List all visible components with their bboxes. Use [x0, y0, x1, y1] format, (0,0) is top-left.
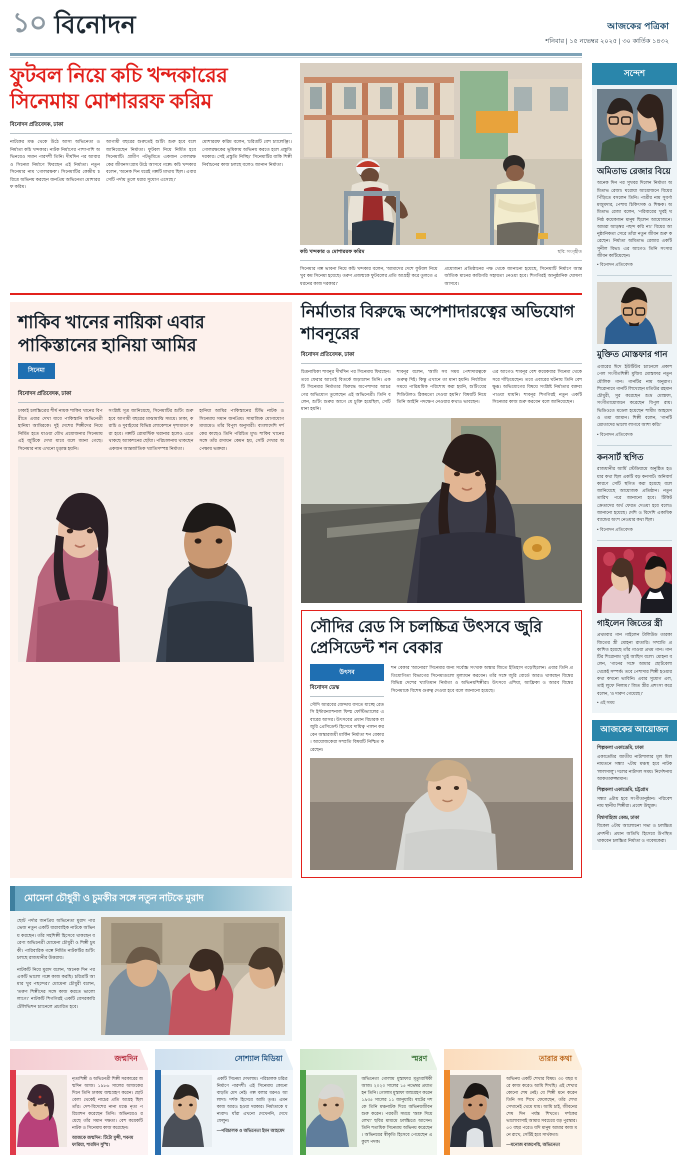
shabnur-byline: বিনোদন প্রতিবেদক, ঢাকা	[301, 352, 355, 359]
divider	[597, 275, 672, 276]
divider	[597, 445, 672, 446]
main-content	[10, 63, 582, 1155]
murad-photo	[101, 917, 285, 1035]
lead-under-columns	[300, 265, 582, 287]
story-column-b	[301, 302, 582, 878]
shakib-column-1: ঢাকাই চলচ্চিত্রের শীর্ষ নায়ক শাকিব খানের বিপরীতে এবার দেখা যাবে পাকিস্তানি অভিনেত্রী হানিয়া আমিরকে। দুই দেশের শিল্পীদের নিয়ে নির্মিত হতে যাওয়া যৌথ প্রযোজনার সিনেমায় এই জুটিকে দেখা যাবে বলে জানা গেছে। সিনেমার নাম এখনো চূড়ান্ত হয়নি।	[18, 408, 103, 451]
event-text-1: সন্ধ্যা ৬টায় হবে সংগীতানুষ্ঠান। পরিবেশনায় স্থানীয় শিল্পীরা। প্রবেশ উন্মুক্ত।	[597, 796, 672, 809]
rail-photo-0	[597, 89, 672, 161]
rail-text-3: প্রথমবার গান গাইলেন টালিউড তারকা জিতের স্ত্রী মোহনা রাতারি। সম্প্রতি প্রকাশিত হয়েছে তাঁর গাওয়া প্রথম গান। গানটির শিরোনাম 'তুই আছিস বলে'। মোহনা বলেন, 'গানের সঙ্গে আমার ছোটবেলা থেকেই সম্পর্ক। তবে পেশাদার শিল্পী হওয়ার কথা কখনো ভাবিনি। এবার সুযোগ এল, তাই লুফে নিলাম।' জিত স্ত্রীর প্রশংসা করে বলেন, 'ও দারুণ গেয়েছে।'	[597, 632, 672, 696]
rail-photo-3	[597, 547, 672, 613]
event-item-0	[597, 745, 672, 782]
paper-name: আজকের পত্রিকা	[607, 21, 669, 31]
lead-columns	[10, 138, 292, 190]
story-shabnur	[301, 302, 582, 603]
shakib-headline: শাকিব খানের নায়িকা এবার পাকিস্তানের হানিয়া আমির	[18, 312, 205, 356]
publication-date: শনিবার | ১৫ নভেম্বর ২০২৫ | ৩০ কার্তিক ১৪৩২	[545, 38, 669, 45]
rail-text-2: রাজধানীর আর্মি স্টেডিয়ামে অনুষ্ঠিত হওয়ার কথা ছিল একটি বড় কনসার্ট। অনিবার্য কারণে সেটি স্থগিত করা হয়েছে বলে জানিয়েছে আয়োজক প্রতিষ্ঠান। নতুন তারিখ পরে জানানো হবে। টিকিট ক্রেতাদের অর্থ ফেরত দেওয়া হবে বলেও জানানো হয়েছে। দেশি ও বিদেশি একাধিক ব্যান্ডের অংশ নেওয়ার কথা ছিল।	[597, 466, 672, 523]
bottom-body-2	[300, 1070, 438, 1155]
lead-byline: বিনোদন প্রতিবেদক, ঢাকা	[10, 122, 64, 129]
bottom-title-1: সোশ্যাল মিডিয়া	[155, 1049, 293, 1070]
lead-under-column-1: সিনেমার গল্প ভাবনা নিয়ে কচি খন্দকার বলেন, 'আমাদের দেশে ফুটবল নিয়ে খুব কম সিনেমা হয়েছে। তরুণ প্রজন্মকে ফুটবলের প্রতি আগ্রহী করে তুলতে এ ধরনের কাজ দরকার।'	[300, 266, 438, 286]
rail-item-3	[597, 547, 672, 707]
bottom-cards	[10, 1049, 582, 1155]
bottom-body-0	[10, 1070, 148, 1155]
event-title-0: শিল্পকলা একাডেমি, ঢাকা	[597, 746, 644, 752]
event-text-0: একাডেমির জাতীয় নাট্যশালার মূল মিলনায়তনে সন্ধ্যা ৭টায় মঞ্চস্থ হবে নাটক 'লালসালু'। দলের নাট্যদল সময়। নির্দেশনায় আকতারুজ্জামান।	[597, 754, 672, 781]
divider	[301, 363, 582, 364]
event-text-2: বিকেল ৫টায় আলোচনা সভা ও চলচ্চিত্র প্রদর্শনী। প্রধান অতিথি হিসেবে উপস্থিত থাকবেন চলচ্চিত্র নির্মাতা ও গবেষকেরা।	[597, 823, 672, 843]
lead-column-2: আগামী বছরের শুরুতেই শুটিং শুরু হবে বলে জানিয়েছেন নির্মাতা। ফুটবল নিয়ে নির্মিত হবে সিনেমাটি। গ্রামীণ পটভূমিতে একজন গোলরক্ষকের জীবনসংগ্রাম উঠে আসবে গল্পে। কচি খন্দকার বলেন, 'অনেক দিন ধরেই গল্পটি মাথায় ছিল। এবার সেটি পর্দায় তুলে ধরার সুযোগ এসেছে।'	[106, 139, 196, 182]
section-title: বিনোদন	[54, 11, 136, 39]
story-festival	[301, 610, 582, 878]
murad-column-2: নাটকটি নিয়ে মুরাদ বলেন, 'অনেক দিন পর একটি ভালো গল্পে কাজ করছি। চরিত্রটি আমার খুব পছন্দের।' মোমেনা চৌধুরী বলেন, 'তরুণ শিল্পীদের সঙ্গে কাজ করতে ভালো লাগে।' নাটকটি শিগগিরই একটি বেসরকারি টেলিভিশন চ্যানেলে প্রচারিত হবে।	[17, 966, 95, 1009]
events-card	[592, 741, 677, 850]
bottom-photo-1	[160, 1075, 212, 1147]
festival-column-1: সৌদি আরবের জেদ্দায় বসতে যাচ্ছে রেড সি ইন্টারন্যাশনাল ফিল্ম ফেস্টিভ্যালের এবারের আসর। উৎসবের প্রধান বিচারক বা জুরি প্রেসিডেন্ট হিসেবে দায়িত্ব পালন করবেন অস্কারজয়ী মার্কিন নির্মাতা শন বেকার। আয়োজকেরা সম্প্রতি বিষয়টি নিশ্চিত করেছেন।	[310, 701, 384, 752]
secondary-stories	[10, 302, 582, 878]
rail-title-1: মুক্তিত মোস্তফার গান	[597, 349, 668, 360]
murad-body	[10, 911, 292, 1035]
bottom-text-3: অভিনয় একটি শেখার বিষয়। ৩০ বছর ধরে কাজ করেও আমি শিখছি। এই শেখার কোনো শেষ নেই। যে শিল্পী মনে করেন তিনি সব শিখে ফেলেছেন, তাঁর শেখা সেখানেই থেমে যায়। আমি চাই, জীবনের শেষ দিন পর্যন্ত শিখতে। দর্শকের ভালোবাসাই আমার সবচেয়ে বড় পুরস্কার। ৫০ বছর পরেও যদি মানুষ আমার কাজ মনে রাখে, সেটিই হবে সার্থকতা।	[506, 1075, 577, 1138]
story-murad	[10, 886, 292, 1041]
shabnur-column-3: এর আগেও শাবনূর বেশ কয়েকবার সিনেমা থেকে সরে দাঁড়িয়েছেন। তবে এবারের ঘটনায় তিনি বেশ ক্ষুব্ধ। অভিযোগের বিষয়ে সংশ্লিষ্ট নির্মাতার বক্তব্য পাওয়া যায়নি। শাবনূর শিগগিরই নতুন একটি সিনেমার কাজ শুরু করবেন বলে জানিয়েছেন।	[492, 369, 583, 404]
lead-column-1: নাটকের মঞ্চ থেকে উঠে আসা অভিনেতা ও নির্মাতা কচি খন্দকার। নাটক নির্মাণের পাশাপাশি অভিনয়েও সমান পারদর্শী তিনি। দীর্ঘদিন পর আবারও সিনেমা নির্মাণে ফিরছেন এই নির্মাতা। নতুন সিনেমার নাম 'গোলরক্ষক'। সিনেমাটির কেন্দ্রীয় চরিত্রে অভিনয় করছেন জনপ্রিয় অভিনেতা মোশাররফ করিম।	[10, 139, 100, 190]
shabnur-columns	[301, 368, 582, 413]
rail-photo-1	[597, 282, 672, 344]
shabnur-column-1: চিত্রনায়িকা শাবনূর দীর্ঘদিন পর সিনেমায় ফিরছেন। তবে ফেরার আগেই বিতর্কে জড়ালেন তিনি। একটি সিনেমার নির্মাতার বিরুদ্ধে অপেশাদার আচরণের অভিযোগ তুলেছেন এই অভিনেত্রী। তিনি বলেন, শুটিং শুরুর আগে যে চুক্তি হয়েছিল, সেটি মানা হয়নি।	[301, 369, 391, 412]
event-item-2	[597, 815, 672, 845]
lead-caption-row	[300, 248, 582, 257]
lead-photo	[300, 63, 582, 245]
bottom-card-2	[300, 1049, 438, 1155]
bottom-title-2: স্মরণ	[300, 1049, 438, 1070]
lead-column-3: মোশাররফ করিম বলেন, 'চরিত্রটি বেশ চ্যালেঞ্জিং। গোলরক্ষকের ভূমিকায় অভিনয় করতে হলে প্রস্তুতি দরকার। সেই প্রস্তুতি নিচ্ছি।' সিনেমাটির বাকি শিল্পী নির্বাচনের কাজ চলছে বলেও জানান নির্মাতা।	[202, 139, 292, 167]
shakib-column-3: হানিয়া আমির পাকিস্তানের টিভি নাটক ও সিনেমায় সমান জনপ্রিয়। সামাজিক যোগাযোগমাধ্যমেও তাঁর বিপুল অনুসারী। বাংলাদেশি দর্শকের কাছেও তিনি পরিচিত মুখ। শাকিব খানের সঙ্গে তাঁর রসায়ন কেমন হয়, সেটি দেখার অপেক্ষায় ভক্তরা।	[199, 408, 285, 451]
festival-photo	[310, 758, 573, 870]
rail-title-0: অমিতাভ রেজার বিয়ে	[597, 165, 671, 176]
divider	[597, 540, 672, 541]
rail-sign-2: • বিনোদন প্রতিবেদক	[597, 526, 633, 532]
bottom-text-0: নৃত্যশিল্পী ও অভিনেত্রী শিল্পী সরকারের জন্মদিন আজ। ১৯৮৬ সালের আজকের দিনে তিনি ঢাকায় জন্মগ্রহণ করেন। ছোটবেলা থেকেই নাচের প্রতি আগ্রহ ছিল তাঁর। দেশ-বিদেশের নানা মঞ্চে নৃত্য পরিবেশন করেছেন তিনি। অভিনয়েও রয়েছে তাঁর সমান দক্ষতা। বেশ কয়েকটি নাটক ও সিনেমায় কাজ করেছেন।	[72, 1075, 143, 1131]
bottom-photo-3	[449, 1075, 501, 1147]
festival-byline: বিনোদন ডেস্ক	[310, 684, 340, 691]
bottom-title-3: তারার কথা	[444, 1049, 582, 1070]
lead-text-block	[10, 63, 292, 287]
masthead-rule	[10, 53, 582, 56]
bottom-sign-3: —মনোজ বাজপেয়ি, অভিনেতা	[506, 1142, 560, 1148]
page-number: ১০	[12, 7, 47, 38]
event-item-1	[597, 787, 672, 809]
masthead	[10, 8, 677, 50]
murad-headline: মোমেনা চৌধুরী ও চুমকীর সঙ্গে নতুন নাটকে মুরাদ	[10, 886, 292, 911]
rail-header: সন্দেশ	[592, 63, 677, 85]
divider	[310, 696, 384, 697]
lead-under-column-2: প্রযোজনা প্রতিষ্ঠানের পক্ষ থেকে জানানো হয়েছে, সিনেমাটি নির্মাণে আন্তর্জাতিক মানের কারিগরি সহায়তা নেওয়া হবে। শিগগিরই আনুষ্ঠানিক ঘোষণা আসবে।	[444, 266, 582, 286]
masthead-rule-thin	[10, 57, 582, 58]
bottom-card-0	[10, 1049, 148, 1155]
festival-tag[interactable]: উৎসব	[310, 664, 384, 681]
rail-text-0: অনেক দিন পর সুখবর দিলেন নির্মাতা অমিতাভ রেজা। ঘরোয়া আয়োজনে বিয়ের পিঁড়িতে বসলেন তিনি। পাত্রীর নাম সুবর্ণা মজুমদার, পেশায় চিকিৎসক ও শিক্ষক। অমিতাভ রেজা বলেন, 'পরিবারের খুবই ঘনিষ্ঠ কয়েকজন মানুষ ছিলেন আয়োজনে। আমরা আড়ম্বর পছন্দ করি না।' বিয়ের আনুষ্ঠানিকতা সেরে তাঁরা নতুন জীবন শুরু করেছেন। নির্মাতা অমিতাভ রেজার একটি সুনীল বিভা। এর আগেও তিনি সংসার জীবন কাটিয়েছেন।	[597, 180, 672, 259]
festival-column-2: শন বেকার 'আনোরা' সিনেমার জন্য সর্বোচ্চ সংখ্যক অস্কার জিতে ইতিহাস গড়েছিলেন। এবার তিনি প্রতিযোগিতা বিভাগের সিনেমাগুলো মূল্যায়ন করবেন। তাঁর সঙ্গে জুরি বোর্ডে আরও থাকছেন বিশ্বের বিভিন্ন দেশের খ্যাতিমান নির্মাতা ও অভিনয়শিল্পীরা। উৎসবে এশিয়া, আফ্রিকা ও আরব বিশ্বের সিনেমাকে বিশেষ গুরুত্ব দেওয়া হবে বলে জানানো হয়েছে।	[391, 665, 573, 693]
shakib-tag[interactable]: সিনেমা	[18, 363, 55, 380]
rail-sign-1: • বিনোদন প্রতিবেদক	[597, 431, 633, 437]
murad-column-1: ছোট পর্দার জনপ্রিয় অভিনেতা মুরাদ পারভেজ নতুন একটি ধারাবাহিক নাটকে অভিনয় করছেন। তাঁর সহশিল্পী হিসেবে থাকছেন বরেণ্য অভিনেত্রী মোমেনা চৌধুরী ও শিল্পী চুমকী। পারিবারিক গল্পে নির্মিত নাটকটির শুটিং চলছে রাজধানীর উত্তরায়।	[17, 917, 95, 961]
page-body	[10, 63, 677, 1155]
events-header: আজকের আয়োজন	[592, 720, 677, 742]
bottom-body-1	[155, 1070, 293, 1153]
bottom-text-1: একটি সিনেমা দেখলাম। পরিচালক চরিত্র নির্মাণে পারদর্শী। এই সিনেমায় কোনো বাড়তি মেদ নেই। গল্প বলার ধরনও আলাদা। দর্শক হিসেবে আমি তৃপ্ত। এমন কাজ আরও হওয়া দরকার। নির্মাতাকে ধন্যবাদ। যাঁরা এখনো দেখেননি, দেখে ফেলুন।	[216, 1075, 288, 1124]
rail-title-2: কনসার্ট স্থগিত	[597, 451, 644, 462]
divider	[300, 260, 582, 261]
lead-photo-caption: কচি খন্দকার ও মোশাররফ করিম	[300, 249, 365, 255]
story-shakib	[10, 302, 292, 878]
lead-headline: ফুটবল নিয়ে কচি খন্দকারের সিনেমায় মোশাররফ করিম	[10, 64, 228, 114]
lead-photo-block	[300, 63, 582, 287]
bottom-sign-1: —পরিচালক ও অভিনেতা ইমন আহমেদ	[216, 1128, 285, 1134]
divider	[18, 402, 284, 403]
bottom-photo-2	[305, 1075, 357, 1147]
bottom-title-0: জন্মদিন	[10, 1049, 148, 1070]
shakib-column-2: সংশ্লিষ্ট সূত্র জানিয়েছে, সিনেমাটির শুটিং শুরু হবে আগামী বছরের মাঝামাঝি সময়ে। ঢাকা, করাচি ও দুবাইয়ের বিভিন্ন লোকেশনে দৃশ্যধারণ করা হবে। গল্পটি রোমান্টিক ঘরানার হলেও এতে থাকছে অ্যাকশনের ছোঁয়া। পরিচালনায় থাকছেন একজন আন্তর্জাতিক খ্যাতিসম্পন্ন নির্মাতা।	[108, 408, 194, 451]
masthead-meta	[545, 19, 677, 50]
rail-sign-3: • এই সময়	[597, 699, 615, 705]
divider	[10, 133, 292, 134]
bottom-text-2: অভিনেতা গোলাম মুস্তাফার মৃত্যুবার্ষিকী আজ। ২০২০ সালের ১৫ নভেম্বর প্রয়াত হন তিনি। গোলাম মুস্তাফা জন্মগ্রহণ করেন ১৯৩৫ সালের ১১ জানুয়ারি। ষাটের দশকে তিনি মঞ্চনাটক দিয়ে অভিনয়জীবন শুরু করেন। পরবর্তী সময়ে 'অশ্রু দিয়ে লেখা' ছবির মাধ্যমে চলচ্চিত্রে আসেন। তিনি শতাধিক সিনেমায় অভিনয় করেছেন। অভিনয়ের স্বীকৃতি হিসেবে পেয়েছেন একুশে পদক।	[361, 1075, 433, 1145]
rail-sign-0: • বিনোদন প্রতিবেদক	[597, 262, 633, 268]
rail-item-1	[597, 282, 672, 438]
bottom-card-1	[155, 1049, 293, 1155]
festival-headline: সৌদির রেড সি চলচ্চিত্র উৎসবে জুরি প্রেসিডেন্ট শন বেকার	[310, 618, 543, 657]
lead-bottom-rule	[10, 293, 582, 295]
rail-text-1: এবারের ঈদে ইউটিউব চ্যানেলে প্রকাশ পেল সংগীতশিল্পী মুজিব মোস্তফার নতুন মৌলিক গান। গানটির নাম অনুরাগ। শিরোনামে গানটি লিখেছেন মতিউর রহমান চৌধুরী, সুর করেছেন শুভ্র মোস্তফা, সংগীতায়োজনে করেছেন বিপুল রায়। ভিডিওতে মডেল হয়েছেন শামীম আহমেদ ও তমা জামান। শিল্পী বলেন, 'গানটি শ্রোতাদের ভালো লাগবে আশা করি।'	[597, 364, 672, 428]
sidebar-rail	[592, 63, 677, 1155]
rail-item-0	[597, 89, 672, 270]
event-title-2: বিশ্বসাহিত্য কেন্দ্র, ঢাকা	[597, 815, 640, 821]
rail-title-3: গাইলেন জিতের স্ত্রী	[597, 617, 663, 628]
rail-card	[592, 85, 677, 713]
shakib-byline: বিনোদন প্রতিবেদক, ঢাকা	[18, 391, 72, 398]
bottom-body-3	[444, 1070, 582, 1155]
shakib-photo	[18, 457, 284, 662]
lead-photo-credit: ছবি: সংগৃহীত	[557, 249, 582, 254]
bottom-photo-0	[15, 1075, 67, 1147]
shabnur-column-2: শাবনূর বলেন, 'আমি সব সময় পেশাদারত্বকে গুরুত্ব দিই। কিন্তু এখানে তা মানা হয়নি। নির্ধারিত সময়ে পারিশ্রমিক পরিশোধ করা হয়নি, শুটিংয়ের শিডিউলও ঠিকমতো দেওয়া হয়নি।' বিষয়টি নিয়ে তিনি আইনি পদক্ষেপ নেওয়ার কথাও ভাবছেন।	[396, 369, 487, 404]
event-title-1: শিল্পকলা একাডেমি, চট্টগ্রাম	[597, 788, 649, 794]
shakib-columns	[18, 407, 284, 452]
lead-story	[10, 63, 582, 287]
bottom-card-3	[444, 1049, 582, 1155]
shabnur-photo	[301, 418, 582, 603]
bottom-sign-0: আজকে জন্মদিন: টিটো মুন্সী, শবনম ফারিয়া, শারমিন সুস্মি।	[72, 1135, 134, 1148]
rail-item-2	[597, 452, 672, 534]
shabnur-headline: নির্মাতার বিরুদ্ধে অপেশাদারত্বের অভিযোগ শাবনূরের	[301, 303, 575, 343]
